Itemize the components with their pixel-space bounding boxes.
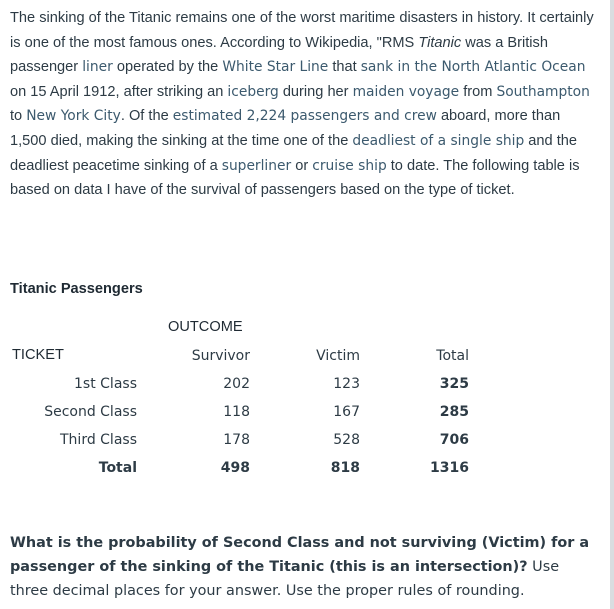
right-border xyxy=(610,0,614,609)
question-instructions: Use three decimal places for your answer. Use the proper rules of rounding. xyxy=(10,559,560,599)
cell-total: 706 xyxy=(439,432,469,448)
intro-text: during her xyxy=(278,83,353,100)
intro-text: on 15 April 1912, after striking an xyxy=(10,83,228,100)
row-label-total: Total xyxy=(98,460,137,476)
intro-text: or xyxy=(291,157,313,174)
intro-text-italic: Titanic xyxy=(418,34,462,51)
cell-total: 285 xyxy=(439,404,469,420)
intro-text: aboard, more than 1,500 died, making the sinking at the time one of the xyxy=(10,108,561,149)
intro-paragraph xyxy=(10,6,598,203)
cell-survivor: 118 xyxy=(223,404,250,420)
cell-victim: 123 xyxy=(333,376,360,392)
cell-grand-total: 1316 xyxy=(430,460,469,476)
table-title: Titanic Passengers xyxy=(10,281,143,297)
intro-text: . Of the xyxy=(120,108,173,125)
ticket-header: TICKET xyxy=(12,347,64,363)
cell-victim: 528 xyxy=(333,432,360,448)
cell-total: 325 xyxy=(439,376,469,392)
row-label: Second Class xyxy=(44,404,137,420)
outcome-header: OUTCOME xyxy=(168,319,243,335)
question-bold: What is the probability of Second Class and not surviving (Victim) for a passenger of the sinking of the Titanic (this is an intersection)? xyxy=(10,535,590,575)
wiki-term-iceberg: iceberg xyxy=(227,83,279,100)
wiki-term-estimated: estimated 2,224 passengers and crew xyxy=(172,108,437,125)
intro-text: that xyxy=(328,59,361,76)
wiki-term-liner: liner xyxy=(82,59,113,76)
wiki-term-new-york-city: New York City xyxy=(26,108,121,125)
cell-survivor: 178 xyxy=(223,432,250,448)
intro-text: from xyxy=(459,83,497,100)
wiki-term-southampton: Southampton xyxy=(496,83,590,100)
intro-text: operated by the xyxy=(112,59,223,76)
question-text xyxy=(10,531,596,603)
row-label: 1st Class xyxy=(74,376,137,392)
column-header-survivor: Survivor xyxy=(191,348,250,364)
wiki-term-superliner: superliner xyxy=(221,157,292,174)
row-label: Third Class xyxy=(60,432,137,448)
cell-victim: 167 xyxy=(333,404,360,420)
cell-survivor: 202 xyxy=(223,376,250,392)
intro-text: The sinking of the Titanic remains one of the worst maritime disasters in history. It certainly is one of the most famous ones. According to Wikipedia, "RMS xyxy=(10,10,594,51)
intro-text: to xyxy=(10,108,27,125)
wiki-term-maiden-voyage: maiden voyage xyxy=(352,83,460,100)
wiki-term-white-star-line: White Star Line xyxy=(222,59,329,76)
cell-survivor-total: 498 xyxy=(220,460,250,476)
intro-text: to date. The following table is based on data I have of the survival of passengers based on the type of ticket. xyxy=(10,157,580,199)
intro-text: was a British passenger xyxy=(10,34,548,76)
column-header-victim: Victim xyxy=(316,348,360,364)
wiki-term-deadliest: deadliest of a single ship xyxy=(352,132,525,149)
intro-text: and the deadliest peacetime sinking of a xyxy=(10,132,577,174)
wiki-term-sank: sank in the North Atlantic Ocean xyxy=(360,59,586,76)
wiki-term-cruise-ship: cruise ship xyxy=(312,157,387,174)
cell-victim-total: 818 xyxy=(330,460,360,476)
column-header-total: Total xyxy=(436,348,469,364)
